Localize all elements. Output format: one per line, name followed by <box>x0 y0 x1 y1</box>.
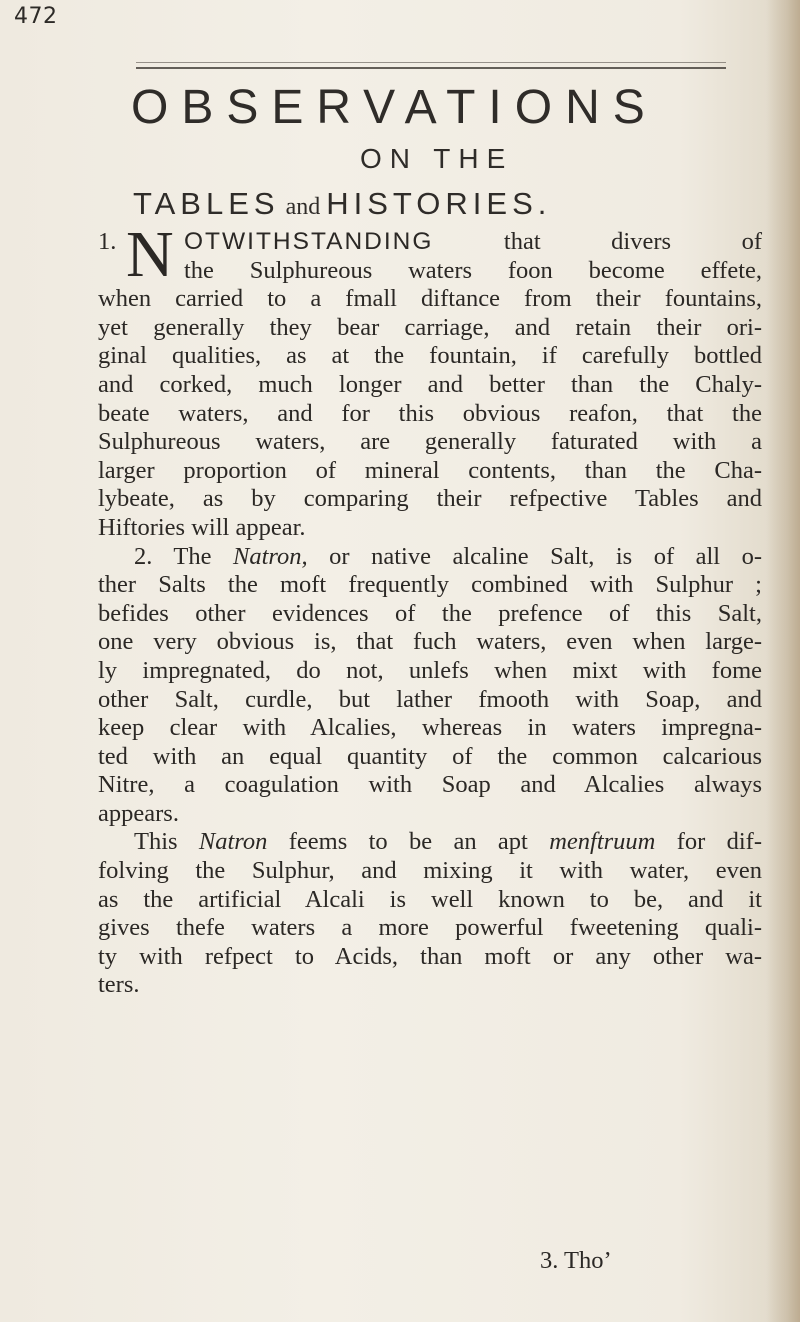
paragraph-line: 2. The Natron, or native alcaline Salt, is of all o- <box>134 542 762 570</box>
paragraph-line: folving the Sulphur, and mixing it with water, even <box>98 857 762 885</box>
body-text <box>98 218 762 1000</box>
subtitle-tables: TABLES <box>133 186 280 221</box>
paragraph-line: larger proportion of mineral contents, than the Cha- <box>98 456 762 484</box>
paragraph-line: gives thefe waters a more powerful fweetening quali- <box>98 914 762 942</box>
paragraph-line: yet generally they bear carriage, and retain their ori- <box>98 313 762 341</box>
header-rule-thin <box>136 62 726 63</box>
paragraph-line: 1. OTWITHSTANDING that divers of <box>98 228 762 255</box>
paragraph-line: This Natron feems to be an apt menftruum for dif- <box>134 828 762 856</box>
paragraph-line: the Sulphureous waters foon become effete, <box>184 256 762 284</box>
paragraph-line: ty with refpect to Acids, than moft or any other wa- <box>98 942 762 970</box>
paragraph-line: ginal qualities, as at the fountain, if carefully bottled <box>98 342 762 370</box>
header-rule-thick <box>136 67 726 69</box>
paragraph-line: ters. <box>98 971 140 999</box>
paragraph-line: ly impregnated, do not, unlefs when mixt with fome <box>98 656 762 684</box>
catchword: 3. Tho’ <box>540 1247 612 1274</box>
chapter-title: OBSERVATIONS <box>131 81 658 134</box>
paragraph-line: keep clear with Alcalies, whereas in waters impregna- <box>98 714 762 742</box>
paragraph-3 <box>98 828 762 1000</box>
subtitle-and: and <box>285 194 321 220</box>
paragraph-line: ther Salts the moft frequently combined with Sulphur ; <box>98 571 762 599</box>
paragraph-line: other Salt, curdle, but lather fmooth with Soap, and <box>98 685 762 713</box>
chapter-subtitle-on-the: ON THE <box>360 143 514 174</box>
drop-cap: N <box>126 218 174 291</box>
paragraph-number: 1. <box>98 228 117 255</box>
chapter-subtitle-tables-histories <box>133 186 551 222</box>
page-number: 472 <box>14 4 58 29</box>
paragraph-line: lybeate, as by comparing their refpective Tables and <box>98 485 762 513</box>
paragraph-line: Sulphureous waters, are generally faturated with a <box>98 428 762 456</box>
paragraph-2 <box>98 543 762 829</box>
paragraph-line: when carried to a fmall diftance from their fountains, <box>98 285 762 313</box>
page-edge-shadow <box>766 0 800 1322</box>
paragraph-1 <box>98 218 762 543</box>
paragraph-line: and corked, much longer and better than the Chaly- <box>98 370 762 398</box>
paragraph-line: one very obvious is, that fuch waters, even when large- <box>98 628 762 656</box>
paragraph-line: Nitre, a coagulation with Soap and Alcalies always <box>98 771 762 799</box>
paragraph-line: befides other evidences of the prefence of this Salt, <box>98 599 762 627</box>
paragraph-line: appears. <box>98 799 179 827</box>
subtitle-histories: HISTORIES. <box>326 186 552 221</box>
paragraph-line: beate waters, and for this obvious reafon, that the <box>98 399 762 427</box>
paragraph-line: as the artificial Alcali is well known to be, and it <box>98 885 762 913</box>
paragraph-line: ted with an equal quantity of the common calcarious <box>98 742 762 770</box>
paragraph-line: Hiftories will appear. <box>98 513 306 541</box>
